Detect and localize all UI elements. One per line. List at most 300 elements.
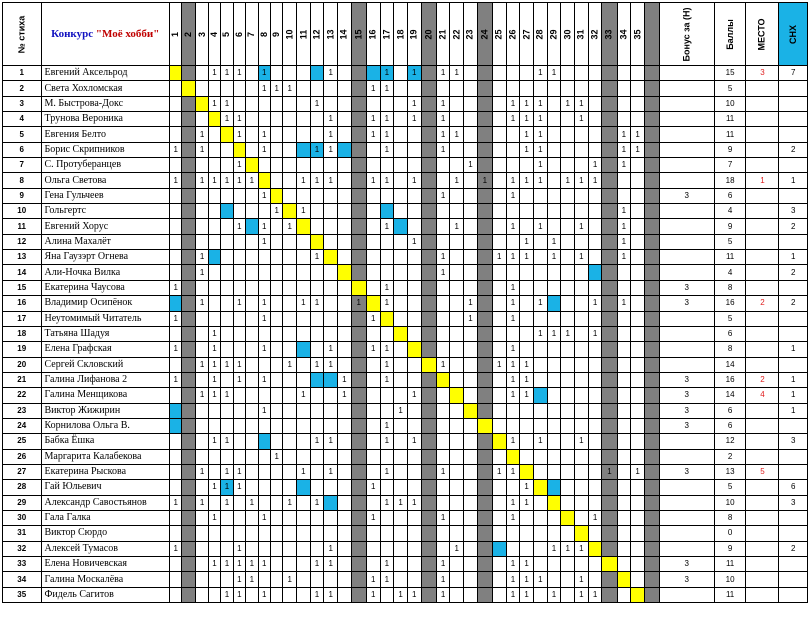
vote-cell: [588, 357, 602, 372]
vote-cell: 1: [221, 495, 233, 510]
vote-cell: 1: [246, 173, 258, 188]
vote-cell: [366, 265, 380, 280]
results-table: [2, 2, 808, 603]
vote-cell: [366, 403, 380, 418]
bonus-cell: [659, 158, 714, 173]
vote-cell: 1: [233, 66, 245, 81]
vote-cell: [547, 219, 561, 234]
score-cell: 6: [714, 418, 746, 433]
vote-cell: [436, 219, 450, 234]
vote-cell: [631, 372, 645, 387]
vote-cell: [561, 510, 575, 525]
vote-cell: [561, 495, 575, 510]
vote-cell: [464, 342, 478, 357]
vote-cell: [233, 342, 245, 357]
vote-cell: [602, 357, 617, 372]
header-poem-32: [588, 3, 602, 66]
vote-cell: 1: [588, 510, 602, 525]
vote-cell: [283, 510, 297, 525]
vote-cell: [324, 388, 338, 403]
vote-cell: 1: [575, 250, 589, 265]
vote-cell: 1: [588, 296, 602, 311]
vote-cell: [170, 66, 182, 81]
vote-cell: 1: [310, 495, 324, 510]
vote-cell: [246, 158, 258, 173]
sep-cell: [644, 403, 659, 418]
vote-cell: [602, 127, 617, 142]
vote-cell: 1: [246, 495, 258, 510]
vote-cell: 1: [394, 495, 408, 510]
vote-cell: 1: [233, 112, 245, 127]
vote-cell: [233, 188, 245, 203]
vote-cell: [324, 526, 338, 541]
header-poem-27: [520, 3, 534, 66]
vote-cell: [297, 311, 311, 326]
header-poem-18: [394, 3, 408, 66]
table-row: [3, 188, 808, 203]
vote-cell: [366, 388, 380, 403]
vote-cell: [182, 96, 196, 111]
vote-cell: 1: [324, 112, 338, 127]
vote-cell: [520, 510, 534, 525]
vote-cell: [338, 219, 352, 234]
vote-cell: [196, 403, 208, 418]
participant-name: Яна Гаузэрт Огнева: [41, 250, 170, 265]
vote-cell: [351, 357, 366, 372]
vote-cell: [324, 250, 338, 265]
vote-cell: [310, 234, 324, 249]
vote-cell: [297, 495, 311, 510]
vote-cell: [182, 434, 196, 449]
vote-cell: [617, 342, 631, 357]
vote-cell: [338, 234, 352, 249]
vote-cell: [602, 188, 617, 203]
vote-cell: 1: [258, 372, 270, 387]
place-cell: 5: [746, 464, 779, 479]
vote-cell: [221, 81, 233, 96]
score-cell: 13: [714, 464, 746, 479]
participant-name: Алексей Тумасов: [41, 541, 170, 556]
vote-cell: 1: [407, 173, 421, 188]
vote-cell: 1: [561, 96, 575, 111]
header-place-label: МЕСТО: [756, 17, 767, 51]
vote-cell: [450, 495, 464, 510]
vote-cell: [258, 96, 270, 111]
vote-cell: [221, 342, 233, 357]
vote-cell: 1: [297, 296, 311, 311]
vote-cell: [533, 81, 547, 96]
vote-cell: [617, 541, 631, 556]
row-number: 17: [3, 311, 42, 326]
vote-cell: 1: [506, 464, 520, 479]
vote-cell: [450, 204, 464, 219]
vote-cell: [196, 541, 208, 556]
poem-number: 25: [493, 28, 504, 40]
vote-cell: [270, 234, 282, 249]
vote-cell: 1: [208, 342, 220, 357]
vote-cell: [380, 188, 394, 203]
vote-cell: [246, 326, 258, 341]
place-cell: [746, 96, 779, 111]
vote-cell: [324, 81, 338, 96]
vote-cell: [310, 572, 324, 587]
vote-cell: [464, 372, 478, 387]
vote-cell: [182, 81, 196, 96]
header-poem-28: [533, 3, 547, 66]
vote-cell: [421, 188, 436, 203]
snh-cell: 2: [779, 142, 808, 157]
row-number: 32: [3, 541, 42, 556]
vote-cell: [407, 219, 421, 234]
bonus-cell: [659, 495, 714, 510]
vote-cell: [246, 96, 258, 111]
vote-cell: [436, 388, 450, 403]
vote-cell: [421, 204, 436, 219]
vote-cell: [170, 418, 182, 433]
vote-cell: [547, 280, 561, 295]
vote-cell: [464, 326, 478, 341]
vote-cell: 1: [324, 434, 338, 449]
vote-cell: [588, 81, 602, 96]
vote-cell: [631, 418, 645, 433]
vote-cell: [492, 204, 506, 219]
vote-cell: [170, 158, 182, 173]
vote-cell: [450, 449, 464, 464]
vote-cell: [221, 296, 233, 311]
vote-cell: [310, 204, 324, 219]
snh-cell: [779, 96, 808, 111]
vote-cell: [533, 480, 547, 495]
bonus-cell: [659, 480, 714, 495]
vote-cell: 1: [436, 357, 450, 372]
vote-cell: 1: [506, 434, 520, 449]
vote-cell: 1: [170, 541, 182, 556]
vote-cell: [208, 219, 220, 234]
vote-cell: [602, 66, 617, 81]
vote-cell: 1: [270, 449, 282, 464]
vote-cell: [450, 526, 464, 541]
vote-cell: 1: [533, 96, 547, 111]
vote-cell: 1: [436, 127, 450, 142]
vote-cell: [394, 112, 408, 127]
vote-cell: [394, 66, 408, 81]
poem-number: 28: [534, 28, 545, 40]
vote-cell: 1: [310, 587, 324, 602]
vote-cell: [246, 142, 258, 157]
vote-cell: [351, 449, 366, 464]
vote-cell: [561, 434, 575, 449]
vote-cell: [233, 265, 245, 280]
vote-cell: [380, 326, 394, 341]
vote-cell: [533, 311, 547, 326]
vote-cell: 1: [310, 357, 324, 372]
vote-cell: 1: [196, 495, 208, 510]
place-cell: [746, 127, 779, 142]
vote-cell: 1: [366, 127, 380, 142]
poem-number: 20: [423, 28, 434, 40]
vote-cell: [588, 434, 602, 449]
row-number: 11: [3, 219, 42, 234]
vote-cell: [258, 526, 270, 541]
poem-number: 31: [575, 28, 586, 40]
vote-cell: 1: [221, 357, 233, 372]
vote-cell: [324, 480, 338, 495]
vote-cell: [588, 418, 602, 433]
vote-cell: 1: [533, 219, 547, 234]
vote-cell: 1: [520, 388, 534, 403]
vote-cell: [258, 112, 270, 127]
vote-cell: [233, 449, 245, 464]
vote-cell: [246, 280, 258, 295]
bonus-cell: [659, 66, 714, 81]
vote-cell: [520, 81, 534, 96]
vote-cell: [246, 296, 258, 311]
vote-cell: [310, 449, 324, 464]
vote-cell: 1: [450, 127, 464, 142]
vote-cell: 1: [617, 234, 631, 249]
vote-cell: 1: [477, 173, 492, 188]
vote-cell: [351, 112, 366, 127]
vote-cell: [208, 112, 220, 127]
bonus-cell: [659, 510, 714, 525]
vote-cell: [602, 418, 617, 433]
vote-cell: [324, 96, 338, 111]
vote-cell: 1: [450, 219, 464, 234]
vote-cell: [602, 204, 617, 219]
row-number: 5: [3, 127, 42, 142]
vote-cell: [575, 403, 589, 418]
vote-cell: [394, 296, 408, 311]
participant-name: Екатерина Чаусова: [41, 280, 170, 295]
vote-cell: 1: [547, 66, 561, 81]
vote-cell: [258, 280, 270, 295]
vote-cell: [492, 495, 506, 510]
vote-cell: [310, 265, 324, 280]
vote-cell: [258, 265, 270, 280]
snh-cell: [779, 510, 808, 525]
vote-cell: [324, 572, 338, 587]
vote-cell: [394, 204, 408, 219]
vote-cell: 1: [506, 219, 520, 234]
vote-cell: [588, 311, 602, 326]
vote-cell: [407, 372, 421, 387]
vote-cell: [283, 587, 297, 602]
vote-cell: [394, 219, 408, 234]
vote-cell: 1: [533, 158, 547, 173]
vote-cell: [547, 311, 561, 326]
vote-cell: 1: [221, 480, 233, 495]
vote-cell: [170, 434, 182, 449]
vote-cell: [492, 480, 506, 495]
table-row: [3, 96, 808, 111]
sep-cell: [644, 464, 659, 479]
vote-cell: 1: [196, 173, 208, 188]
participant-name: Галина Лифанова 2: [41, 372, 170, 387]
vote-cell: 1: [366, 480, 380, 495]
place-cell: 2: [746, 372, 779, 387]
vote-cell: [588, 188, 602, 203]
snh-cell: 3: [779, 434, 808, 449]
vote-cell: [561, 112, 575, 127]
vote-cell: [394, 372, 408, 387]
header-num: № стиха: [3, 3, 42, 66]
vote-cell: [233, 142, 245, 157]
score-cell: 16: [714, 372, 746, 387]
vote-cell: 1: [283, 219, 297, 234]
vote-cell: [283, 265, 297, 280]
vote-cell: [310, 81, 324, 96]
vote-cell: [182, 342, 196, 357]
vote-cell: [588, 250, 602, 265]
vote-cell: [588, 572, 602, 587]
table-row: [3, 464, 808, 479]
vote-cell: [196, 219, 208, 234]
vote-cell: [283, 372, 297, 387]
vote-cell: [394, 173, 408, 188]
vote-cell: [477, 526, 492, 541]
vote-cell: [575, 296, 589, 311]
vote-cell: 1: [561, 326, 575, 341]
vote-cell: 1: [506, 557, 520, 572]
vote-cell: [297, 250, 311, 265]
vote-cell: [380, 587, 394, 602]
header-poem-31: [575, 3, 589, 66]
vote-cell: [258, 572, 270, 587]
vote-cell: [182, 495, 196, 510]
vote-cell: 1: [380, 434, 394, 449]
vote-cell: [477, 219, 492, 234]
row-number: 1: [3, 66, 42, 81]
bonus-cell: [659, 434, 714, 449]
score-cell: 2: [714, 449, 746, 464]
vote-cell: [617, 372, 631, 387]
vote-cell: [351, 219, 366, 234]
vote-cell: [520, 326, 534, 341]
vote-cell: [221, 526, 233, 541]
vote-cell: [561, 388, 575, 403]
vote-cell: [477, 572, 492, 587]
vote-cell: [450, 250, 464, 265]
vote-cell: [547, 480, 561, 495]
vote-cell: [338, 480, 352, 495]
vote-cell: [421, 311, 436, 326]
vote-cell: [561, 234, 575, 249]
vote-cell: [182, 357, 196, 372]
vote-cell: [533, 342, 547, 357]
vote-cell: [492, 311, 506, 326]
snh-cell: 2: [779, 219, 808, 234]
poem-number: 33: [603, 28, 614, 40]
vote-cell: [547, 372, 561, 387]
vote-cell: 1: [221, 173, 233, 188]
vote-cell: [421, 158, 436, 173]
vote-cell: [233, 234, 245, 249]
vote-cell: [547, 112, 561, 127]
vote-cell: [631, 219, 645, 234]
vote-cell: [520, 526, 534, 541]
vote-cell: [617, 418, 631, 433]
vote-cell: 1: [366, 510, 380, 525]
vote-cell: 1: [436, 464, 450, 479]
vote-cell: [602, 112, 617, 127]
vote-cell: [170, 449, 182, 464]
vote-cell: 1: [221, 112, 233, 127]
vote-cell: [492, 342, 506, 357]
vote-cell: [631, 510, 645, 525]
vote-cell: [208, 311, 220, 326]
vote-cell: [246, 342, 258, 357]
vote-cell: [602, 296, 617, 311]
vote-cell: [464, 188, 478, 203]
vote-cell: [351, 464, 366, 479]
vote-cell: [270, 188, 282, 203]
poem-number: 26: [507, 28, 518, 40]
participant-name: М. Быстрова-Докс: [41, 96, 170, 111]
vote-cell: 1: [258, 587, 270, 602]
bonus-cell: [659, 142, 714, 157]
vote-cell: [436, 342, 450, 357]
vote-cell: [297, 572, 311, 587]
vote-cell: 1: [617, 296, 631, 311]
vote-cell: [338, 403, 352, 418]
place-cell: [746, 449, 779, 464]
vote-cell: [492, 265, 506, 280]
vote-cell: 1: [258, 557, 270, 572]
vote-cell: [283, 541, 297, 556]
vote-cell: [258, 250, 270, 265]
vote-cell: [561, 342, 575, 357]
participant-name: Евгений Аксельрод: [41, 66, 170, 81]
vote-cell: [617, 265, 631, 280]
vote-cell: 1: [533, 296, 547, 311]
bonus-cell: 3: [659, 188, 714, 203]
vote-cell: [380, 265, 394, 280]
poem-number: 4: [208, 31, 219, 37]
vote-cell: 1: [208, 372, 220, 387]
snh-cell: 1: [779, 173, 808, 188]
vote-cell: [246, 434, 258, 449]
vote-cell: [270, 158, 282, 173]
vote-cell: 1: [233, 587, 245, 602]
vote-cell: [631, 81, 645, 96]
vote-cell: [170, 557, 182, 572]
vote-cell: 1: [221, 464, 233, 479]
place-cell: [746, 250, 779, 265]
vote-cell: [221, 510, 233, 525]
vote-cell: [520, 265, 534, 280]
vote-cell: [338, 204, 352, 219]
vote-cell: [221, 265, 233, 280]
vote-cell: [477, 403, 492, 418]
table-row: [3, 510, 808, 525]
row-number: 27: [3, 464, 42, 479]
vote-cell: [547, 572, 561, 587]
vote-cell: 1: [506, 342, 520, 357]
vote-cell: [182, 449, 196, 464]
vote-cell: [338, 557, 352, 572]
snh-cell: [779, 188, 808, 203]
sep-cell: [644, 342, 659, 357]
vote-cell: [208, 204, 220, 219]
vote-cell: [617, 434, 631, 449]
vote-cell: [297, 449, 311, 464]
vote-cell: [464, 127, 478, 142]
vote-cell: [464, 480, 478, 495]
vote-cell: [492, 127, 506, 142]
snh-cell: [779, 449, 808, 464]
vote-cell: [547, 526, 561, 541]
vote-cell: 1: [506, 112, 520, 127]
